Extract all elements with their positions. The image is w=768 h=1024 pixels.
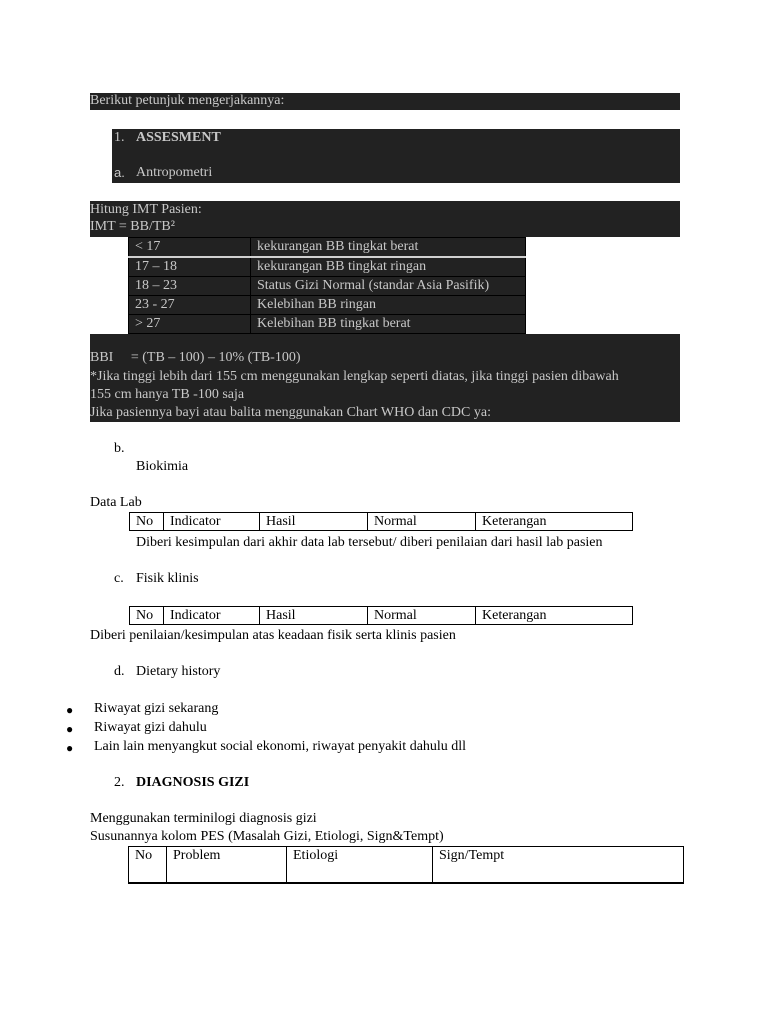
header-indicator: Indicator xyxy=(164,513,260,531)
fisik-label: Fisik klinis xyxy=(136,571,199,586)
antropometri-label: Antropometri xyxy=(136,165,213,180)
header-etiologi: Etiologi xyxy=(287,847,433,884)
imt-formula: IMT = BB/TB² xyxy=(90,219,175,234)
header-hasil: Hasil xyxy=(260,607,368,625)
imt-table xyxy=(128,237,526,334)
chart-who-note: Jika pasiennya bayi atau balita menggunakan Chart WHO dan CDC ya: xyxy=(90,405,491,420)
header-hasil: Hasil xyxy=(260,513,368,531)
intro-text: Berikut petunjuk mengerjakannya: xyxy=(90,93,285,108)
bullet-icon: ● xyxy=(66,703,74,717)
imt-instruction: Hitung IMT Pasien: xyxy=(90,202,202,217)
imt-row xyxy=(129,315,526,334)
data-lab-label: Data Lab xyxy=(90,495,142,510)
header-problem: Problem xyxy=(167,847,287,884)
dietary-label: Dietary history xyxy=(136,664,221,679)
pes-table xyxy=(128,846,684,884)
header-no: No xyxy=(130,513,164,531)
pes-description: Susunannya kolom PES (Masalah Gizi, Etiologi, Sign&Tempt) xyxy=(90,829,444,844)
diagnosis-title: DIAGNOSIS GIZI xyxy=(136,775,250,790)
assesment-title: ASSESMENT xyxy=(136,130,221,145)
imt-desc: kekurangan BB tingkat ringan xyxy=(251,257,526,277)
antropometri-letter: a. xyxy=(114,165,125,180)
imt-desc: kekurangan BB tingkat berat xyxy=(251,238,526,258)
dietary-letter: d. xyxy=(114,664,125,679)
list-item: Riwayat gizi sekarang xyxy=(94,701,219,716)
imt-desc: Kelebihan BB ringan xyxy=(251,296,526,315)
imt-row xyxy=(129,277,526,296)
header-no: No xyxy=(129,847,167,884)
table-header-row xyxy=(130,513,633,531)
biokimia-label: Biokimia xyxy=(136,459,189,474)
biokimia-letter: b. xyxy=(114,441,125,456)
assesment-number: 1. xyxy=(114,130,125,145)
list-item: Lain lain menyangkut social ekonomi, riwayat penyakit dahulu dll xyxy=(94,739,467,754)
table-header-row xyxy=(130,607,633,625)
header-keterangan: Keterangan xyxy=(476,607,633,625)
table-header-row xyxy=(129,847,684,884)
diagnosis-number: 2. xyxy=(114,775,125,790)
imt-range: 17 – 18 xyxy=(129,257,251,277)
imt-desc: Status Gizi Normal (standar Asia Pasifik) xyxy=(251,277,526,296)
imt-range: 23 - 27 xyxy=(129,296,251,315)
terminologi-text: Menggunakan terminilogi diagnosis gizi xyxy=(90,811,317,826)
data-lab-note: Diberi kesimpulan dari akhir data lab tersebut/ diberi penilaian dari hasil lab pasien xyxy=(136,535,603,550)
fisik-note: Diberi penilaian/kesimpulan atas keadaan fisik serta klinis pasien xyxy=(90,628,456,643)
header-normal: Normal xyxy=(368,513,476,531)
header-sign-tempt: Sign/Tempt xyxy=(433,847,684,884)
header-keterangan: Keterangan xyxy=(476,513,633,531)
bbi-note-cont: 155 cm hanya TB -100 saja xyxy=(90,387,245,402)
imt-range: > 27 xyxy=(129,315,251,334)
list-item: Riwayat gizi dahulu xyxy=(94,720,207,735)
bbi-note: *Jika tinggi lebih dari 155 cm menggunakan lengkap seperti diatas, jika tinggi pasien dibawah xyxy=(90,369,619,384)
fisik-letter: c. xyxy=(114,571,124,586)
bbi-formula: BBI = (TB – 100) – 10% (TB-100) xyxy=(90,350,301,365)
imt-row xyxy=(129,257,526,277)
imt-row xyxy=(129,238,526,258)
imt-range: < 17 xyxy=(129,238,251,258)
imt-range: 18 – 23 xyxy=(129,277,251,296)
header-no: No xyxy=(130,607,164,625)
data-lab-table xyxy=(129,512,633,531)
imt-row xyxy=(129,296,526,315)
bullet-icon: ● xyxy=(66,741,74,755)
header-indicator: Indicator xyxy=(164,607,260,625)
fisik-klinis-table xyxy=(129,606,633,625)
imt-desc: Kelebihan BB tingkat berat xyxy=(251,315,526,334)
header-normal: Normal xyxy=(368,607,476,625)
bullet-icon: ● xyxy=(66,722,74,736)
